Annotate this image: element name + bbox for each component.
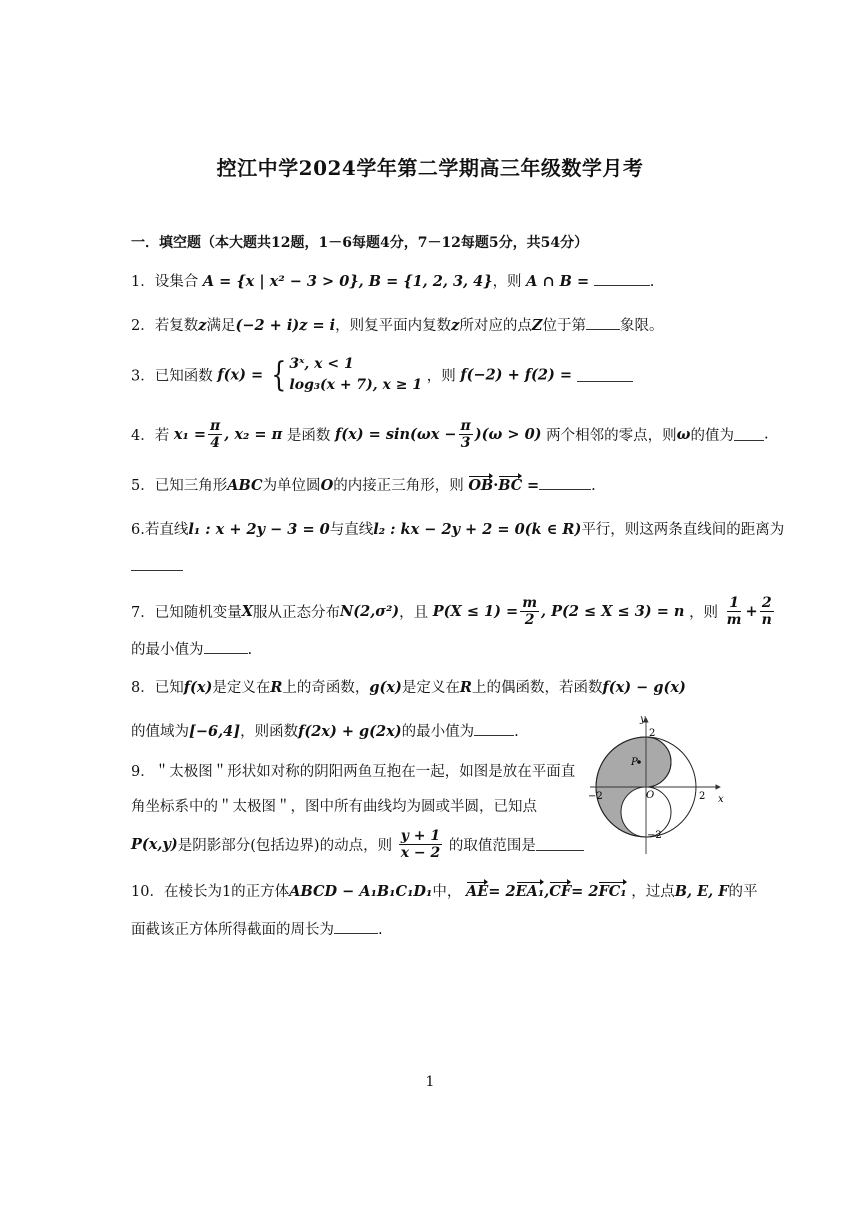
question-9: 9．＂太极图＂形状如对称的阴阳两鱼互抱在一起，如图是放在平面直 [131,764,576,780]
label-o: O [646,790,655,801]
answer-blank[interactable] [536,838,584,851]
question-6: 6.若直线l₁ : x + 2y − 3 = 0与直线l₂ : kx − 2y + 2 = 0(k ∈ R)平行，则这两条直线间的距离为 [131,521,785,538]
tick-neg2-x: −2 [588,791,603,802]
question-10-line-2: 面截该正方体所得截面的周长为 . [131,922,383,938]
page-number: 1 [425,1074,435,1090]
section-heading: 一．填空题（本大题共12题，1－6每题4分，7－12每题5分，共54分） [131,235,589,251]
label-x: x [718,794,724,805]
answer-blank[interactable] [204,641,248,654]
question-7-line-2: 的最小值为 . [131,642,253,658]
answer-blank[interactable] [577,369,633,382]
question-6-blank-line [131,558,183,575]
taiji-figure [586,712,728,858]
question-5: 5．已知三角形ABC为单位圆O的内接正三角形，则 OB·BC = . [131,477,596,494]
answer-blank[interactable] [474,723,514,736]
tick-neg2-y: −2 [647,830,662,841]
question-2: 2．若复数z满足(−2 + i)z = i，则复平面内复数z所对应的点Z位于第 象限。 [131,317,664,334]
point-p [637,760,641,764]
question-9-line-2: 角坐标系中的＂太极图＂，图中所有曲线均为圆或半圆，已知点 [131,799,537,815]
label-p: P [631,757,638,768]
question-8: 8．已知f(x)是定义在R上的奇函数，g(x)是定义在R上的偶函数，若函数f(x) − g(x) [131,679,686,696]
question-1: 1．设集合 A = {x | x² − 3 > 0}, B = {1, 2, 3, 4}，则 A ∩ B = . [131,273,655,290]
question-10: 10．在棱长为1的正方体ABCD − A₁B₁C₁D₁中， AE= 2EA₁,CF= 2FC₁ ，过点B, E, F的平 [131,883,758,900]
answer-blank[interactable] [539,477,591,490]
label-y: y [640,714,646,725]
question-8-line-2: 的值域为[−6,4]，则函数f(2x) + g(2x)的最小值为 . [131,723,519,740]
answer-blank[interactable] [734,428,764,441]
question-9-line-3: P(x,y)是阴影部分(包括边界)的动点，则 $\frac{y + 1}{x - 2}$ 的取值范围是 [131,828,584,861]
answer-blank[interactable] [131,558,183,571]
answer-blank[interactable] [334,921,378,934]
tick-2-y: 2 [649,728,656,739]
question-4: 4．若 x₁ = $\frac{\pi}{4}$ , x₂ = π 是函数 f(x) = sin(ωx − $\frac{\pi}{3}$ )(ω > 0) 两个相邻的零点，则ω的值为 . [131,418,769,452]
answer-blank[interactable] [586,317,620,330]
tick-2-x: 2 [699,791,706,802]
question-7: 7．已知随机变量X服从正态分布N(2,σ²)，且 P(X ≤ 1) = $\frac{m}{2}$ , P(2 ≤ X ≤ 3) = n ，则 $\frac{1}{m}$ + $\frac{2}{n}$ [131,595,772,629]
answer-blank[interactable] [594,273,650,286]
page-title: 控江中学2024学年第二学期高三年级数学月考 [216,156,644,180]
question-3: 3．已知函数 f(x) = { 3ˣ, x < 1 log₃(x + 7), x ≥ 1 ，则 f(−2) + f(2) = [131,354,633,396]
